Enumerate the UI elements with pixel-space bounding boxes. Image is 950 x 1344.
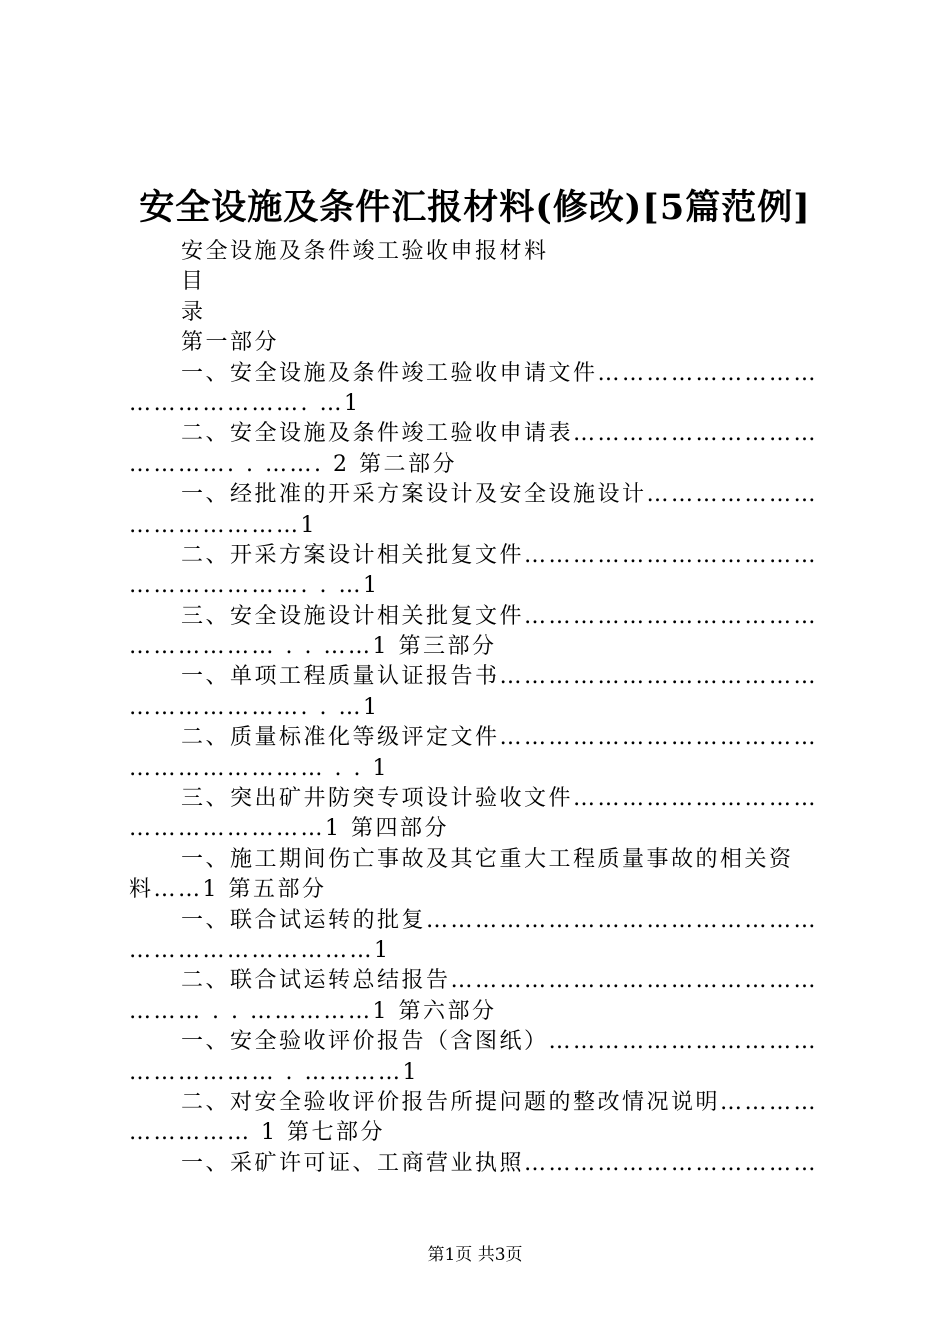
text-line: …………………. …1 <box>129 390 361 416</box>
text-line: …………. . ……. 2 第二部分 <box>129 451 457 477</box>
text-line: 二、开采方案设计相关批复文件……………………………… <box>181 542 819 568</box>
text-line: 一、联合试运转的批复………………………………………… <box>181 907 819 933</box>
text-line: 二、质量标准化等级评定文件………………………………… <box>181 725 819 751</box>
text-line: 三、突出矿井防突专项设计验收文件………………………… <box>181 786 819 812</box>
text-line: 一、安全验收评价报告（含图纸）…………………………… <box>181 1029 819 1055</box>
text-line: …………………………1 <box>129 937 391 963</box>
text-line: ……… . . ……………1 第六部分 <box>129 998 497 1024</box>
text-line: 安全设施及条件竣工验收申报材料 <box>181 239 549 264</box>
document-body <box>129 237 834 1179</box>
text-line: 二、安全设施及条件竣工验收申请表………………………… <box>181 421 819 447</box>
text-line: ……………… . . ……1 第三部分 <box>129 634 497 660</box>
text-line: 第一部分 <box>181 330 280 356</box>
text-line: …………………. . …1 <box>129 573 380 599</box>
page-footer: 第1页 共3页 <box>427 1245 523 1265</box>
text-line: 录 <box>181 299 206 325</box>
text-line: 一、采矿许可证、工商营业执照……………………………… <box>181 1150 819 1176</box>
text-line: ……………… . …………1 <box>129 1059 419 1085</box>
text-line: 一、施工期间伤亡事故及其它重大工程质量事故的相关资 <box>181 846 794 872</box>
text-line: 料……1 第五部分 <box>129 877 327 903</box>
text-line: 二、联合试运转总结报告……………………………………… <box>181 968 819 994</box>
text-line: 一、单项工程质量认证报告书………………………………… <box>181 664 819 690</box>
text-line: …………………… . . 1 <box>129 755 389 781</box>
text-line: …………………. . …1 <box>129 694 380 720</box>
text-line: ……………………1 第四部分 <box>129 816 449 842</box>
text-line: …………………1 <box>129 512 317 538</box>
text-line: 一、经批准的开采方案设计及安全设施设计………………… <box>181 482 819 508</box>
text-line: …………… 1 第七部分 <box>129 1120 385 1146</box>
text-line: 三、安全设施设计相关批复文件……………………………… <box>181 603 819 629</box>
text-line: 一、安全设施及条件竣工验收申请文件……………………… <box>181 360 819 386</box>
text-line: 目 <box>181 269 206 295</box>
document-title: 安全设施及条件汇报材料(修改)[5篇范例] <box>139 187 811 228</box>
text-line: 二、对安全验收评价报告所提问题的整改情况说明………… <box>181 1089 819 1115</box>
